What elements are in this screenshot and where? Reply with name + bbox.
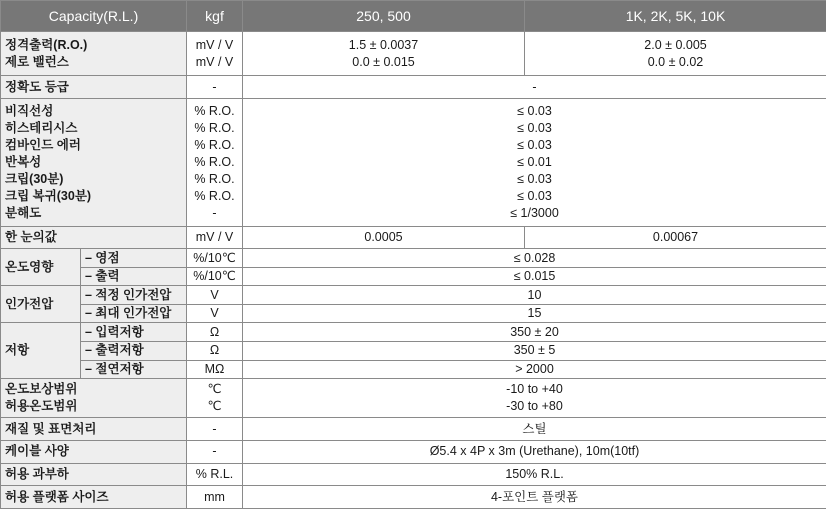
operating-temp-value: -30 to +80 bbox=[506, 399, 563, 414]
linearity-group-units bbox=[187, 98, 243, 226]
combined-error-label: 컴바인드 에러 bbox=[5, 137, 81, 152]
temp-effect-row-1 bbox=[1, 249, 826, 268]
hysteresis-value: ≤ 0.03 bbox=[517, 120, 552, 135]
ro-balance-values-b bbox=[525, 32, 826, 76]
accuracy-value: - bbox=[243, 76, 826, 99]
material-row bbox=[1, 418, 826, 441]
division-unit: mV / V bbox=[187, 226, 243, 249]
temp-range-values bbox=[243, 379, 826, 418]
platform-row bbox=[1, 486, 826, 509]
output-resistance-unit: Ω bbox=[187, 342, 243, 361]
rated-output-unit: mV / V bbox=[195, 37, 234, 52]
overload-row bbox=[1, 463, 826, 486]
rated-output-value-a: 1.5 ± 0.0037 bbox=[348, 37, 419, 52]
header-row bbox=[1, 1, 826, 32]
resolution-label: 분해도 bbox=[5, 205, 42, 220]
insulation-resistance-unit: MΩ bbox=[187, 360, 243, 379]
creep-recovery-value: ≤ 0.03 bbox=[517, 188, 552, 203]
creep-recovery-label: 크립 복귀(30분) bbox=[5, 188, 92, 203]
operating-temp-unit: ℃ bbox=[207, 399, 222, 414]
cable-value: Ø5.4 x 4P x 3m (Urethane), 10m(10tf) bbox=[243, 440, 826, 463]
accuracy-unit: - bbox=[187, 76, 243, 99]
excitation-recommended-value: 10 bbox=[243, 286, 826, 305]
ro-balance-values-a bbox=[243, 32, 525, 76]
temp-range-row bbox=[1, 379, 826, 418]
zero-balance-value-b: 0.0 ± 0.02 bbox=[647, 54, 704, 69]
temp-effect-label: 온도영향 bbox=[1, 249, 81, 286]
temp-effect-zero-value: ≤ 0.028 bbox=[243, 249, 826, 268]
resistance-row-1 bbox=[1, 323, 826, 342]
excitation-max-unit: V bbox=[187, 304, 243, 323]
creep-unit: % R.O. bbox=[194, 171, 235, 186]
insulation-resistance-value: > 2000 bbox=[243, 360, 826, 379]
resolution-unit: - bbox=[212, 205, 217, 220]
ro-balance-row bbox=[1, 32, 826, 76]
excitation-max-value: 15 bbox=[243, 304, 826, 323]
creep-label: 크립(30분) bbox=[5, 171, 64, 186]
input-resistance-unit: Ω bbox=[187, 323, 243, 342]
cable-row bbox=[1, 440, 826, 463]
resistance-row-2 bbox=[1, 342, 826, 361]
platform-unit: mm bbox=[187, 486, 243, 509]
excitation-max-label: – 최대 인가전압 bbox=[81, 304, 187, 323]
model-250-500-header: 250, 500 bbox=[243, 1, 525, 32]
nonlinearity-label: 비직선성 bbox=[5, 103, 54, 118]
resistance-label: 저항 bbox=[1, 323, 81, 379]
input-resistance-label: – 입력저항 bbox=[81, 323, 187, 342]
temp-effect-zero-label: – 영점 bbox=[81, 249, 187, 268]
model-1k-10k-header: 1K, 2K, 5K, 10K bbox=[525, 1, 826, 32]
division-row bbox=[1, 226, 826, 249]
excitation-row-1 bbox=[1, 286, 826, 305]
rated-output-value-b: 2.0 ± 0.005 bbox=[644, 37, 707, 52]
rated-output-label: 정격출력(R.O.) bbox=[5, 37, 88, 52]
excitation-recommended-unit: V bbox=[187, 286, 243, 305]
cable-label: 케이블 사양 bbox=[1, 440, 187, 463]
material-unit: - bbox=[187, 418, 243, 441]
compensated-temp-unit: ℃ bbox=[207, 382, 222, 397]
cable-unit: - bbox=[187, 440, 243, 463]
linearity-group-row bbox=[1, 98, 826, 226]
material-value: 스틸 bbox=[243, 418, 826, 441]
temp-effect-output-value: ≤ 0.015 bbox=[243, 267, 826, 286]
repeatability-value: ≤ 0.01 bbox=[517, 154, 552, 169]
excitation-row-2 bbox=[1, 304, 826, 323]
accuracy-label: 정확도 등급 bbox=[1, 76, 187, 99]
temp-range-units bbox=[187, 379, 243, 418]
nonlinearity-value: ≤ 0.03 bbox=[517, 103, 552, 118]
compensated-temp-value: -10 to +40 bbox=[506, 382, 563, 397]
nonlinearity-unit: % R.O. bbox=[194, 103, 235, 118]
excitation-recommended-label: – 적정 인가전압 bbox=[81, 286, 187, 305]
insulation-resistance-label: – 절연저항 bbox=[81, 360, 187, 379]
zero-balance-label: 제로 밸런스 bbox=[5, 54, 69, 69]
division-label: 한 눈의값 bbox=[1, 226, 187, 249]
temp-effect-output-unit: %/10℃ bbox=[187, 267, 243, 286]
resistance-row-3 bbox=[1, 360, 826, 379]
temp-effect-output-label: – 출력 bbox=[81, 267, 187, 286]
division-value-a: 0.0005 bbox=[243, 226, 525, 249]
division-value-b: 0.00067 bbox=[525, 226, 826, 249]
excitation-label: 인가전압 bbox=[1, 286, 81, 323]
temp-effect-row-2 bbox=[1, 267, 826, 286]
overload-value: 150% R.L. bbox=[243, 463, 826, 486]
platform-label: 허용 플랫폼 사이즈 bbox=[1, 486, 187, 509]
linearity-group-labels bbox=[1, 98, 187, 226]
repeatability-unit: % R.O. bbox=[194, 154, 235, 169]
combined-error-value: ≤ 0.03 bbox=[517, 137, 552, 152]
output-resistance-value: 350 ± 5 bbox=[243, 342, 826, 361]
hysteresis-unit: % R.O. bbox=[194, 120, 235, 135]
temp-effect-zero-unit: %/10℃ bbox=[187, 249, 243, 268]
hysteresis-label: 히스테리시스 bbox=[5, 120, 78, 135]
zero-balance-unit: mV / V bbox=[195, 54, 234, 69]
repeatability-label: 반복성 bbox=[5, 154, 42, 169]
ro-balance-unit bbox=[187, 32, 243, 76]
temp-range-labels bbox=[1, 379, 187, 418]
overload-label: 허용 과부하 bbox=[1, 463, 187, 486]
input-resistance-value: 350 ± 20 bbox=[243, 323, 826, 342]
material-label: 재질 및 표면처리 bbox=[1, 418, 187, 441]
operating-temp-label: 허용온도범위 bbox=[5, 399, 78, 414]
platform-value: 4-포인트 플랫폼 bbox=[243, 486, 826, 509]
linearity-group-values bbox=[243, 98, 826, 226]
capacity-header: Capacity(R.L.) bbox=[1, 1, 187, 32]
zero-balance-value-a: 0.0 ± 0.015 bbox=[352, 54, 415, 69]
resolution-value: ≤ 1/3000 bbox=[510, 205, 559, 220]
output-resistance-label: – 출력저항 bbox=[81, 342, 187, 361]
accuracy-row bbox=[1, 76, 826, 99]
creep-value: ≤ 0.03 bbox=[517, 171, 552, 186]
ro-balance-label bbox=[1, 32, 187, 76]
compensated-temp-label: 온도보상범위 bbox=[5, 382, 78, 397]
overload-unit: % R.L. bbox=[187, 463, 243, 486]
creep-recovery-unit: % R.O. bbox=[194, 188, 235, 203]
unit-header: kgf bbox=[187, 1, 243, 32]
combined-error-unit: % R.O. bbox=[194, 137, 235, 152]
